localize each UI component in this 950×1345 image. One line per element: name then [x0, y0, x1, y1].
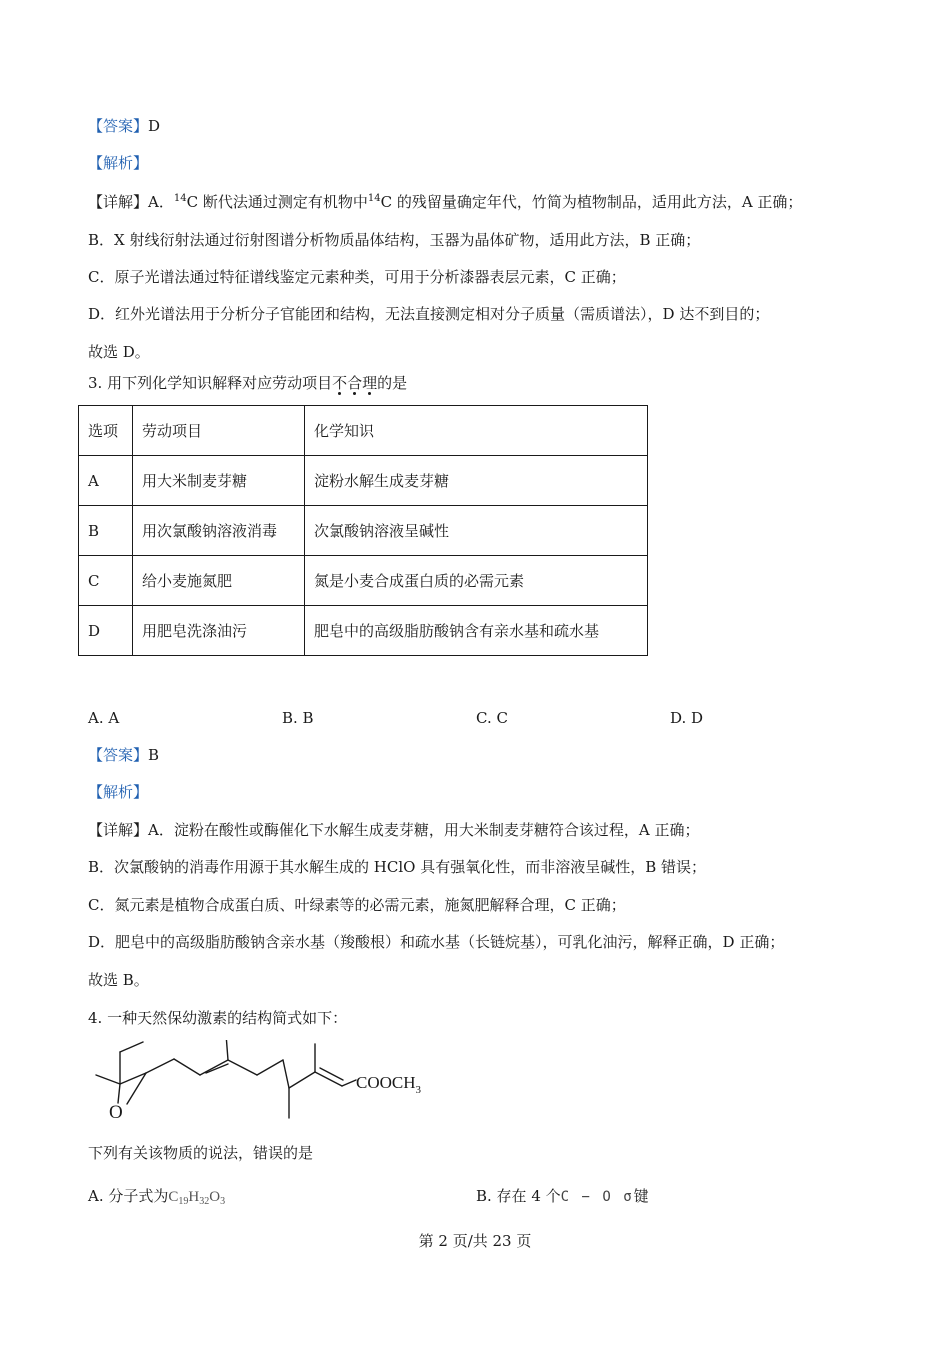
formula-subscript: 32: [199, 1196, 210, 1207]
molecule-bonds: [96, 1040, 356, 1118]
table-header-row: [79, 406, 648, 456]
q3-stem: [88, 373, 407, 393]
option-b-suffix: 键: [633, 1187, 649, 1205]
table-row: [79, 456, 648, 506]
q3-detail-d: D．肥皂中的高级脂肪酸钠含亲水基（羧酸根）和疏水基（长链烷基），可乳化油污，解释正确，D 正确；: [88, 933, 785, 951]
emphasis-char: [332, 373, 347, 393]
formula-element: O: [209, 1189, 221, 1205]
table-header-cell: 化学知识: [305, 406, 648, 456]
q2-conclusion: 故选 D。: [88, 343, 150, 361]
formula-element: H: [188, 1189, 200, 1205]
detail-a-prefix: A．: [148, 193, 174, 211]
detail-a-text: A．淀粉在酸性或酶催化下水解生成麦芽糖，用大米制麦芽糖符合该过程，A 正确；: [148, 821, 700, 839]
option-d: D. D: [670, 709, 704, 727]
molecular-formula: [168, 1189, 225, 1205]
table-cell: 氮是小麦合成蛋白质的必需元素: [305, 556, 648, 606]
q4-question: 下列有关该物质的说法，错误的是: [88, 1144, 314, 1162]
page-footer: 第 2 页/共 23 页: [418, 1232, 532, 1250]
option-a: A. A: [88, 709, 120, 727]
option-b: B. B: [282, 709, 314, 727]
table-header-cell: 选项: [79, 406, 133, 456]
c14-superscript: 14: [173, 193, 187, 204]
table-cell: 淀粉水解生成麦芽糖: [305, 456, 648, 506]
q3-analysis-tag: [88, 782, 148, 802]
option-b-prefix: B. 存在 4 个: [476, 1187, 561, 1205]
detail-tag: 【详解】: [88, 821, 149, 839]
formula-element: C: [168, 1189, 179, 1205]
emphasis-dot: [353, 392, 356, 395]
option-a-prefix: A. 分子式为: [88, 1187, 169, 1205]
emph-text: 合: [347, 374, 363, 392]
emph-text: 理: [362, 374, 378, 392]
q3-table: [78, 405, 648, 656]
table-cell: B: [79, 506, 133, 556]
emphasis-dot: [338, 392, 341, 395]
emphasis-char: [362, 373, 377, 393]
q2-detail-a: [88, 192, 802, 212]
table-row: [79, 556, 648, 606]
table-header-cell: 劳动项目: [133, 406, 305, 456]
answer-tag: 【答案】: [88, 117, 149, 135]
table-cell: 肥皂中的高级脂肪酸钠含有亲水基和疏水基: [305, 606, 648, 656]
q3-stem-post: 的是: [377, 374, 408, 392]
oxygen-label: O: [109, 1102, 123, 1123]
answer-value: B: [148, 746, 160, 764]
q4-option-a: [88, 1186, 225, 1207]
ester-label: [356, 1073, 422, 1096]
q3-answer-line: [88, 745, 159, 765]
table-cell: 给小麦施氮肥: [133, 556, 305, 606]
answer-value: D: [148, 117, 161, 135]
table-cell: 用次氯酸钠溶液消毒: [133, 506, 305, 556]
table-cell: 用肥皂洗涤油污: [133, 606, 305, 656]
detail-a-rest: C 的残留量确定年代，竹简为植物制品，适用此方法，A 正确；: [380, 193, 803, 211]
q3-detail-a: [88, 820, 699, 840]
analysis-tag: 【解析】: [88, 154, 149, 172]
formula-subscript: 19: [178, 1196, 189, 1207]
table-cell: C: [79, 556, 133, 606]
analysis-tag: 【解析】: [88, 783, 149, 801]
q3-detail-c: C．氮元素是植物合成蛋白质、叶绿素等的必需元素，施氮肥解释合理，C 正确；: [88, 896, 626, 914]
table-cell: D: [79, 606, 133, 656]
detail-a-mid: C 断代法通过测定有机物中: [186, 193, 368, 211]
table-cell: 用大米制麦芽糖: [133, 456, 305, 506]
q3-conclusion: 故选 B。: [88, 971, 149, 989]
q2-analysis-tag: [88, 153, 148, 173]
option-c: C. C: [476, 709, 508, 727]
juvenile-hormone-structure: [90, 1040, 460, 1130]
q4-stem: 4. 一种天然保幼激素的结构简式如下：: [88, 1009, 348, 1027]
emphasis-dot: [368, 392, 371, 395]
emphasis-char: [347, 373, 362, 393]
table-cell: A: [79, 456, 133, 506]
c14-superscript: 14: [367, 193, 381, 204]
emph-text: 不: [332, 374, 348, 392]
ester-text: COOCH: [356, 1073, 416, 1092]
q3-stem-pre: 3. 用下列化学知识解释对应劳动项目: [88, 374, 333, 392]
detail-tag: 【详解】: [88, 193, 149, 211]
ester-subscript: 3: [415, 1084, 422, 1096]
bond-symbol: C − O σ: [560, 1189, 634, 1205]
table-row: [79, 606, 648, 656]
answer-tag: 【答案】: [88, 746, 149, 764]
table-row: [79, 506, 648, 556]
q3-detail-b: B．次氯酸钠的消毒作用源于其水解生成的 HClO 具有强氧化性，而非溶液呈碱性，B 错误；: [88, 858, 707, 876]
table-cell: 次氯酸钠溶液呈碱性: [305, 506, 648, 556]
formula-subscript: 3: [220, 1196, 226, 1207]
q2-detail-d: D．红外光谱法用于分析分子官能团和结构，无法直接测定相对分子质量（需质谱法），D 达不到目的；: [88, 305, 770, 323]
q2-detail-c: C．原子光谱法通过特征谱线鉴定元素种类，可用于分析漆器表层元素，C 正确；: [88, 268, 626, 286]
q4-option-b: [476, 1186, 649, 1207]
q2-answer-line: [88, 116, 160, 136]
q2-detail-b: B．X 射线衍射法通过衍射图谱分析物质晶体结构，玉器为晶体矿物，适用此方法，B 正确；: [88, 231, 701, 249]
